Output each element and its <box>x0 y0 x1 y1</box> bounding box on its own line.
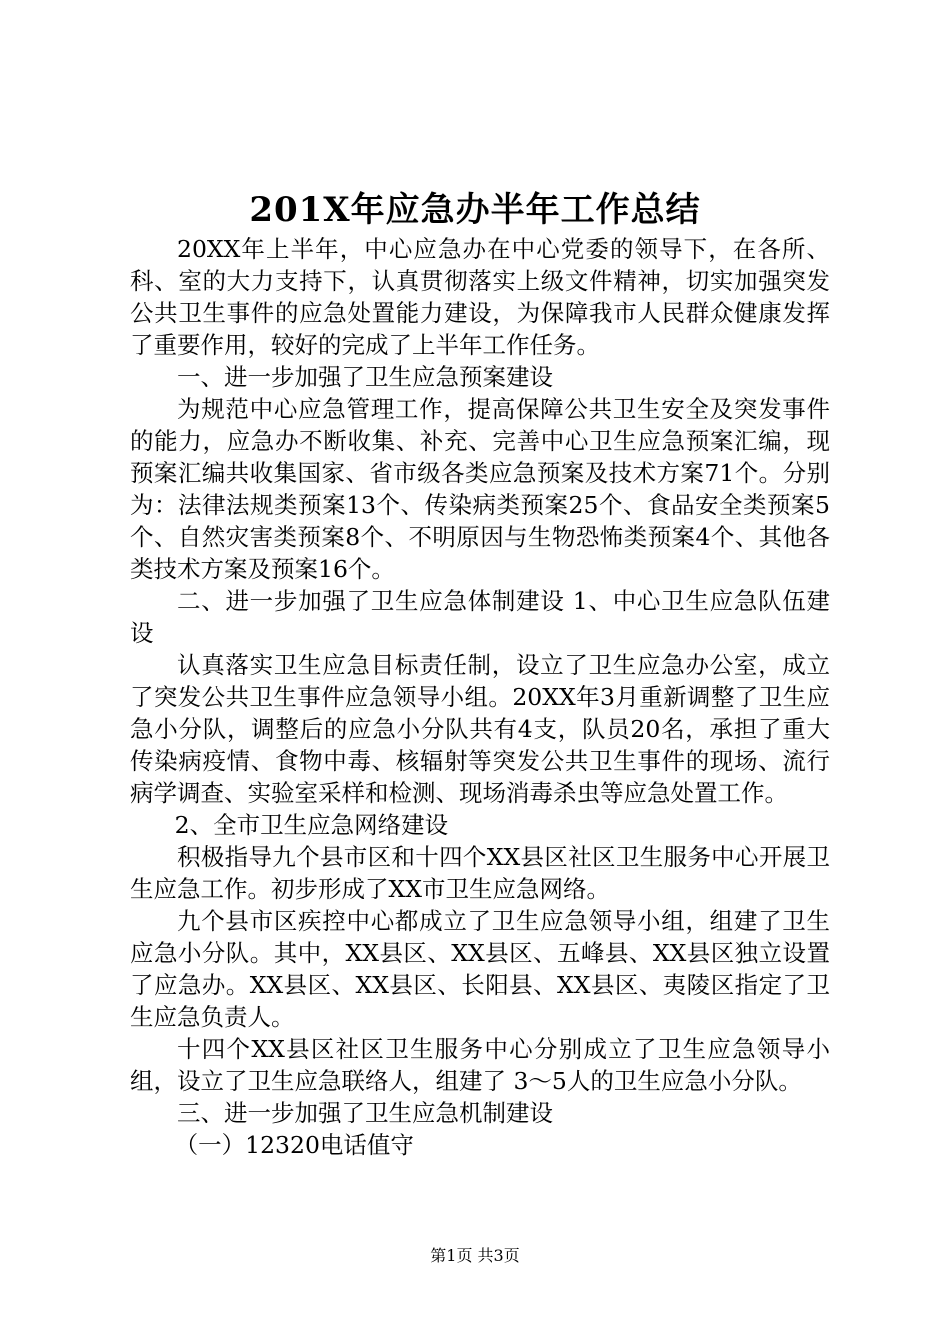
heading-section-2: 二、进一步加强了卫生应急体制建设 1、中心卫生应急队伍建设 <box>130 587 830 647</box>
paragraph-team-building: 认真落实卫生应急目标责任制，设立了卫生应急办公室，成立了突发公共卫生事件应急领导小组。20XX年3月重新调整了卫生应急小分队，调整后的应急小分队共有4支，队员20名，承担了重大传染病疫情、食物中毒、核辐射等突发公共卫生事件的现场、流行病学调查、实验室采样和检测、现场消毒杀虫等应急处置工作。 <box>130 651 830 807</box>
paragraph-county-cdc: 九个县市区疾控中心都成立了卫生应急领导小组，组建了卫生应急小分队。其中，XX县区、XX县区、五峰县、XX县区独立设置了应急办。XX县区、XX县区、长阳县、XX县区、夷陵区指定了卫生应急负责人。 <box>130 907 830 1031</box>
paragraph-intro: 20XX年上半年，中心应急办在中心党委的领导下，在各所、科、室的大力支持下，认真贯彻落实上级文件精神，切实加强突发公共卫生事件的应急处置能力建设，为保障我市人民群众健康发挥了重要作用，较好的完成了上半年工作任务。 <box>130 235 830 359</box>
paragraph-community-centers: 十四个XX县区社区卫生服务中心分别成立了卫生应急领导小组，设立了卫生应急联络人，组建了 3～5人的卫生应急小分队。 <box>130 1035 830 1095</box>
document-title: 201X年应急办半年工作总结 <box>249 190 701 230</box>
paragraph-plan-collection: 为规范中心应急管理工作，提高保障公共卫生安全及突发事件的能力，应急办不断收集、补充、完善中心卫生应急预案汇编，现预案汇编共收集国家、省市级各类应急预案及技术方案71个。分别为：法律法规类预案13个、传染病类预案25个、食品安全类预案5个、自然灾害类预案8个、不明原因与生物恐怖类预案4个、其他各类技术方案及预案16个。 <box>130 395 830 583</box>
document-body <box>130 233 830 1161</box>
page-number: 第1页 共3页 <box>430 1246 520 1265</box>
heading-subsection-hotline: （一）12320电话值守 <box>174 1131 414 1159</box>
heading-subsection-2: 2、全市卫生应急网络建设 <box>174 811 449 839</box>
heading-section-3: 三、进一步加强了卫生应急机制建设 <box>177 1099 553 1127</box>
paragraph-network-guidance: 积极指导九个县市区和十四个XX县区社区卫生服务中心开展卫生应急工作。初步形成了XX市卫生应急网络。 <box>130 843 830 903</box>
heading-section-1: 一、进一步加强了卫生应急预案建设 <box>177 363 553 391</box>
